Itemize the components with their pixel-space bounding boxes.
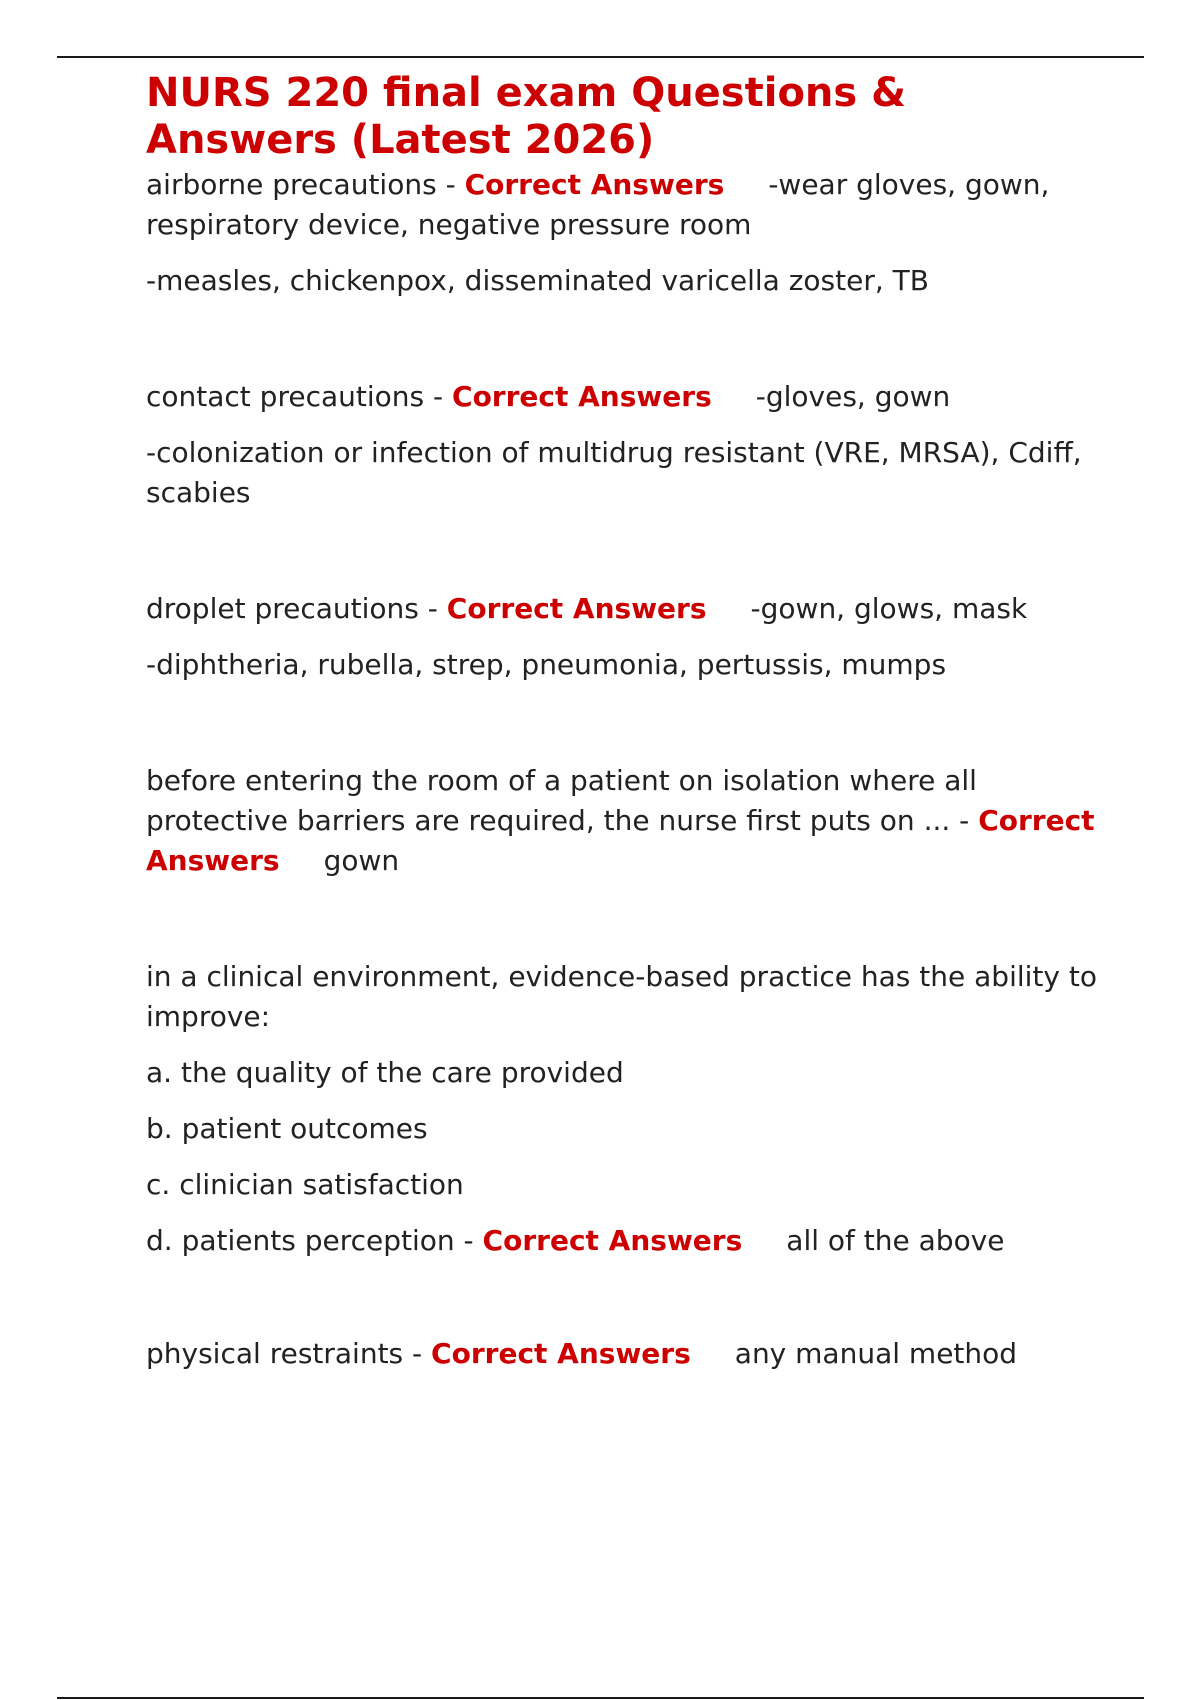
separator: -	[424, 380, 453, 413]
separator: -	[454, 1224, 483, 1257]
qa-before-entering	[146, 761, 1106, 881]
separator: -	[436, 168, 465, 201]
separator: -	[950, 804, 979, 837]
correct-answers-label: Correct Answers	[464, 168, 725, 201]
document-title: NURS 220 final exam Questions & Answers (Latest 2026)	[146, 70, 907, 163]
document-body	[146, 70, 1106, 1374]
qa-airborne	[146, 165, 1106, 245]
answer-text: all of the above	[786, 1224, 1005, 1257]
question-text: contact precautions	[146, 380, 425, 413]
top-divider	[57, 56, 1144, 58]
question-text: physical restraints	[146, 1337, 404, 1370]
correct-answers-label: Correct Answers	[146, 804, 1095, 877]
option-d-text: d. patients perception	[146, 1224, 455, 1257]
question-text: before entering the room of a patient on isolation where all protective barriers are required, the nurse first puts on ...	[146, 764, 977, 837]
correct-answers-label: Correct Answers	[482, 1224, 743, 1257]
answer-detail: -measles, chickenpox, disseminated varicella zoster, TB	[146, 264, 929, 297]
answer-detail: -colonization or infection of multidrug resistant (VRE, MRSA), Cdiff, scabies	[146, 436, 1082, 509]
correct-answers-label: Correct Answers	[446, 592, 707, 625]
correct-answers-label: Correct Answers	[452, 380, 712, 413]
option-c: c. clinician satisfaction	[146, 1168, 464, 1201]
answer-text: gown	[323, 844, 400, 877]
question-text: droplet precautions	[146, 592, 419, 625]
option-d	[146, 1221, 1106, 1261]
option-b: b. patient outcomes	[146, 1112, 428, 1145]
separator: -	[418, 592, 447, 625]
answer-text: -gloves, gown	[755, 380, 951, 413]
separator: -	[403, 1337, 432, 1370]
question-text: airborne precautions	[146, 168, 437, 201]
qa-contact	[146, 377, 1106, 417]
answer-text: -gown, glows, mask	[750, 592, 1028, 625]
answer-text: any manual method	[734, 1337, 1018, 1370]
correct-answers-label: Correct Answers	[431, 1337, 691, 1370]
bottom-divider	[57, 1697, 1144, 1699]
qa-physical-restraints	[146, 1334, 1106, 1374]
qa-ebp-question: in a clinical environment, evidence-based practice has the ability to improve:	[146, 960, 1097, 1033]
option-a: a. the quality of the care provided	[146, 1056, 624, 1089]
answer-text: -wear gloves, gown, respiratory device, negative pressure room	[146, 168, 1050, 241]
answer-detail: -diphtheria, rubella, strep, pneumonia, pertussis, mumps	[146, 648, 947, 681]
qa-droplet	[146, 589, 1106, 629]
